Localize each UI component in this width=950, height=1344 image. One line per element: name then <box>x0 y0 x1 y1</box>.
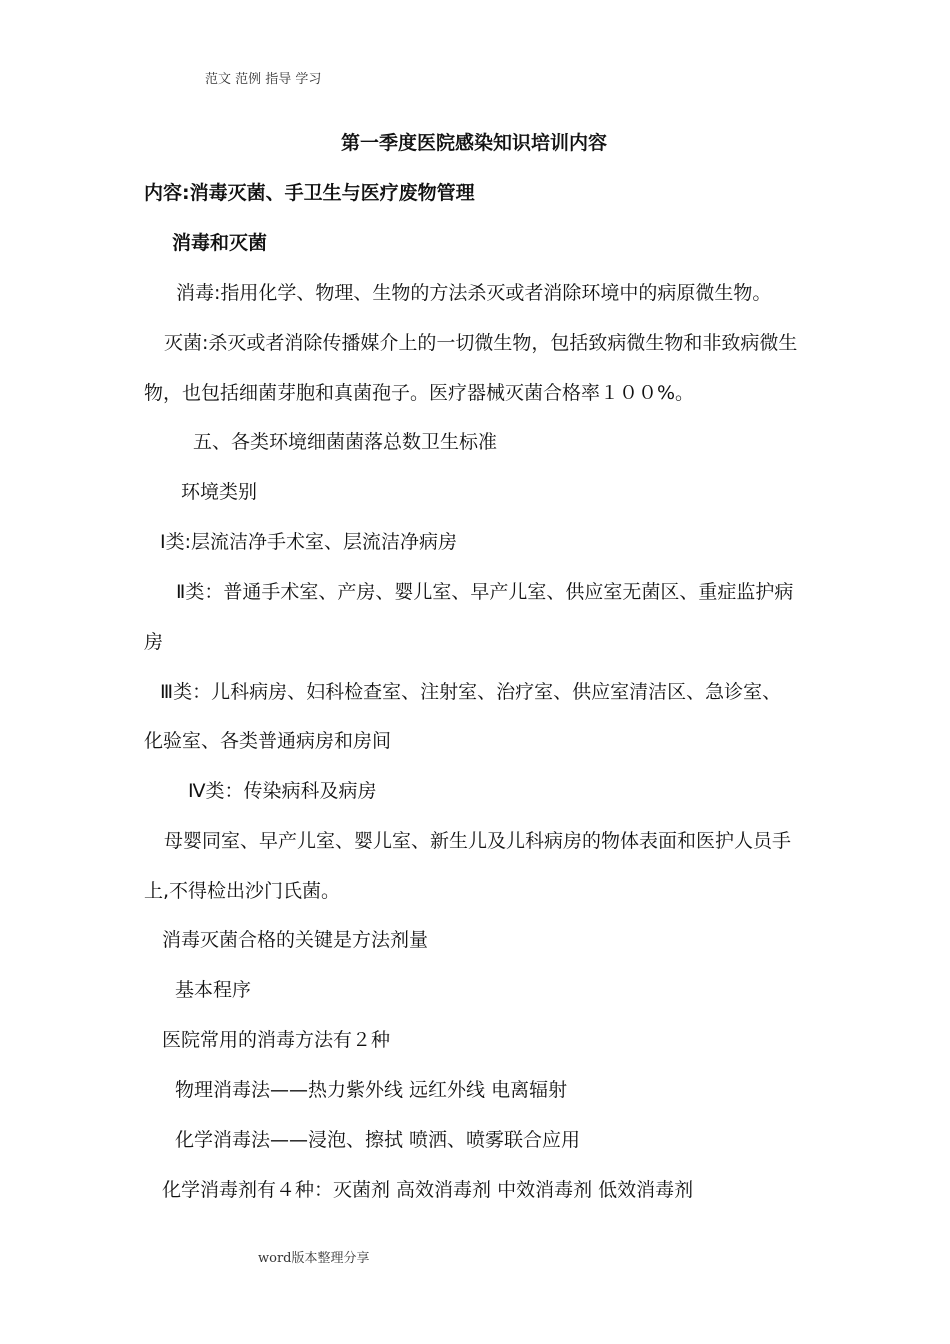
paragraph-line: 房 <box>144 631 164 653</box>
paragraph-line: 灭菌:杀灭或者消除传播媒介上的一切微生物，包括致病微生物和非致病微生 <box>164 332 798 354</box>
paragraph-line: 基本程序 <box>175 979 252 1001</box>
content-heading: 内容:消毒灭菌、手卫生与医疗废物管理 <box>144 182 475 204</box>
paragraph-line: 化学消毒剂有４种：灭菌剂 高效消毒剂 中效消毒剂 低效消毒剂 <box>162 1179 694 1201</box>
paragraph-line: 上,不得检出沙门氏菌。 <box>144 880 341 902</box>
paragraph-line: 物理消毒法——热力紫外线 远红外线 电离辐射 <box>175 1079 568 1101</box>
footer-note: word版本整理分享 <box>258 1251 370 1266</box>
paragraph-line: 五、各类环境细菌菌落总数卫生标准 <box>193 431 498 453</box>
paragraph-line: 消毒:指用化学、物理、生物的方法杀灭或者消除环境中的病原微生物。 <box>176 282 772 304</box>
paragraph-line: 物，也包括细菌芽胞和真菌孢子。医疗器械灭菌合格率１００%。 <box>144 382 695 404</box>
paragraph-line: 医院常用的消毒方法有２种 <box>162 1029 391 1051</box>
paragraph-line: 消毒灭菌合格的关键是方法剂量 <box>162 929 429 951</box>
paragraph-line: Ⅰ类:层流洁净手术室、层流洁净病房 <box>160 531 458 553</box>
paragraph-line: 化验室、各类普通病房和房间 <box>144 730 392 752</box>
document-title: 第一季度医院感染知识培训内容 <box>341 132 608 154</box>
paragraph-line: 环境类别 <box>181 481 258 503</box>
paragraph-line: Ⅱ类：普通手术室、产房、婴儿室、早产儿室、供应室无菌区、重症监护病 <box>176 581 794 603</box>
paragraph-line: 母婴同室、早产儿室、婴儿室、新生儿及儿科病房的物体表面和医护人员手 <box>164 830 792 852</box>
paragraph-line: Ⅳ类：传染病科及病房 <box>188 780 377 802</box>
section-heading: 消毒和灭菌 <box>172 232 268 254</box>
paragraph-line: 化学消毒法——浸泡、擦拭 喷洒、喷雾联合应用 <box>175 1129 581 1151</box>
paragraph-line: Ⅲ类：儿科病房、妇科检查室、注射室、治疗室、供应室清洁区、急诊室、 <box>160 681 782 703</box>
header-note: 范文 范例 指导 学习 <box>205 72 322 87</box>
